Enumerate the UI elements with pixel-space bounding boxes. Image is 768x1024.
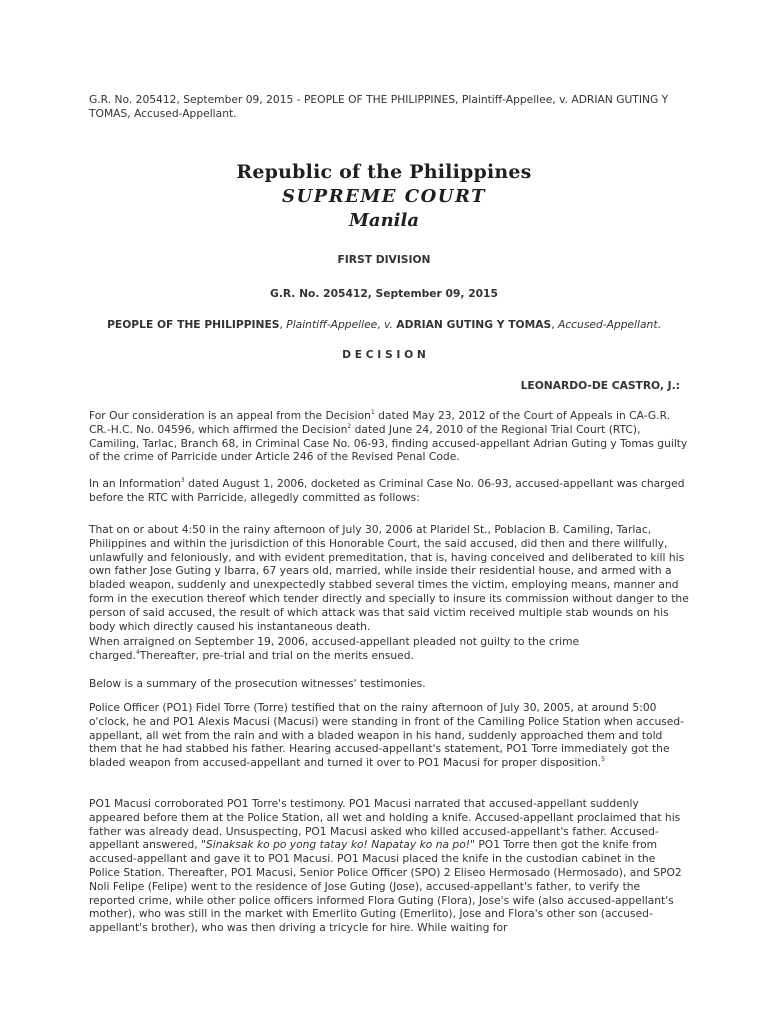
footnote-ref-2[interactable]: 2 xyxy=(347,422,352,430)
paragraph-1-text-a: For Our consideration is an appeal from the Decision xyxy=(89,409,371,422)
plaintiff-role: Plaintiff-Appellee xyxy=(286,318,378,331)
paragraph-2 xyxy=(89,477,689,505)
paragraph-7 xyxy=(89,797,689,935)
information-quote-paragraph: That on or about 4:50 in the rainy afternoon of July 30, 2006 at Plaridel St., Poblacion B. Camiling, Tarlac, Philippines and within the jurisdiction of this Honorable Court, the said accused, did then and there willfully, unlawfully and feloniously, and with evident premeditation, that is, having conceived and deliberated to kill his own father Jose Guting y Ibarra, 67 years old, married, while inside their residential house, and armed with a bladed weapon, suddenly and unexpectedly stabbed several times the victim, employing means, manner and form in the execution thereof which tender directly and specially to insure its commission without danger to the person of said accused, the result of which attack was that said victim received multiple stab wounds on his body which directly caused his instantaneous death. xyxy=(89,523,689,633)
paragraph-1-text-c: dated June 24, 2010 of the Regional Trial Court (RTC), Camiling, Tarlac, Branch 68, in Criminal Case No. 06-93, finding accused-appellant Adrian Guting y Tomas guilty of the crime of Parricide under Article 246 of the Revised Penal Code. xyxy=(89,422,688,464)
paragraph-4 xyxy=(89,635,689,663)
accused-role: Accused-Appellant xyxy=(557,318,658,331)
paragraph-4-text-a: When arraigned on September 19, 2006, accused-appellant pleaded not guilty to the crime charged. xyxy=(89,635,580,662)
paragraph-1 xyxy=(89,409,689,464)
paragraph-7-text-a: PO1 Macusi corroborated PO1 Torre's testimony. PO1 Macusi narrated that accused-appellant suddenly appeared before them at the Police Station, all wet and holding a knife. Accused-appellant proclaimed that his father was already dead. Unsuspecting, PO1 Macusi asked who killed accused-appellant's father. Accused-appellant answered, " xyxy=(89,797,681,852)
footnote-ref-5[interactable]: 5 xyxy=(601,756,606,764)
masthead-manila: Manila xyxy=(348,210,419,231)
paragraph-4-text-b: Thereafter, pre-trial and trial on the merits ensued. xyxy=(139,648,414,662)
plaintiff-name: PEOPLE OF THE PHILIPPINES xyxy=(107,318,280,331)
paragraph-6 xyxy=(89,701,689,770)
division-heading: FIRST DIVISION xyxy=(337,253,431,266)
footnote-ref-4[interactable]: 4 xyxy=(135,648,140,656)
masthead-republic: Republic of the Philippines xyxy=(236,161,532,183)
accused-name: ADRIAN GUTING Y TOMAS xyxy=(396,318,552,331)
parties-line: PEOPLE OF THE PHILIPPINES, Plaintiff-Appellee, v. ADRIAN GUTING Y TOMAS, Accused-Appellant. xyxy=(107,318,661,331)
case-number: G.R. No. 205412, September 09, 2015 xyxy=(270,287,498,300)
paragraph-5: Below is a summary of the prosecution witnesses' testimonies. xyxy=(89,677,426,690)
versus: v. xyxy=(384,318,393,331)
quoted-statement: Sinaksak ko po yong tatay ko! Napatay ko na po! xyxy=(205,838,471,852)
case-header-line: G.R. No. 205412, September 09, 2015 - PEOPLE OF THE PHILIPPINES, Plaintiff-Appellee, v. ADRIAN GUTING Y TOMAS, Accused-Appellant. xyxy=(89,93,669,120)
paragraph-6-text: Police Officer (PO1) Fidel Torre (Torre) testified that on the rainy afternoon of July 30, 2005, at around 5:00 o'clock, he and PO1 Alexis Macusi (Macusi) were standing in front of the Camiling Police Station when accused-appellant, all wet from the rain and with a bladed weapon in his hand, suddenly approached them and told them that he had stabbed his father. Hearing accused-appellant's statement, PO1 Torre immediately got the bladed weapon from accused-appellant and turned it over to PO1 Macusi for proper disposition. xyxy=(89,701,685,770)
footnote-ref-3[interactable]: 3 xyxy=(180,477,185,484)
paragraph-1-text-b: dated May 23, 2012 of the Court of Appeals in CA-G.R. CR.-H.C. No. 04596, which affirmed the Decision xyxy=(89,409,671,436)
paragraph-7-text-b: " PO1 Torre then got the knife from accused-appellant and gave it to PO1 Macusi. PO1 Macusi placed the knife in the custodian cabinet in the Police Station. Thereafter, PO1 Macusi, Senior Police Officer (SPO) 2 Eliseo Hermosado (Hermosado), and SPO2 Noli Felipe (Felipe) went to the residence of Jose Guting (Jose), accused-appellant's father, to verify the reported crime, while other police officers informed Flora Guting (Flora), Jose's wife (also accused-appellant's mother), who was still in the market with Emerlito Guting (Emerlito), Jose and Flora's other son (accused-appellant's brother), who was then driving a tricycle for hire. While waiting for xyxy=(89,838,682,935)
ponente: LEONARDO-DE CASTRO, J.: xyxy=(520,379,680,392)
decision-heading: D E C I S I O N xyxy=(342,348,426,361)
paragraph-2-text-a: In an Information xyxy=(89,477,181,490)
footnote-ref-1[interactable]: 1 xyxy=(370,409,375,416)
paragraph-2-text-b: dated August 1, 2006, docketed as Criminal Case No. 06-93, accused-appellant was charged before the RTC with Parricide, allegedly committed as follows: xyxy=(89,477,685,504)
masthead-supreme-court: SUPREME COURT xyxy=(281,186,487,207)
